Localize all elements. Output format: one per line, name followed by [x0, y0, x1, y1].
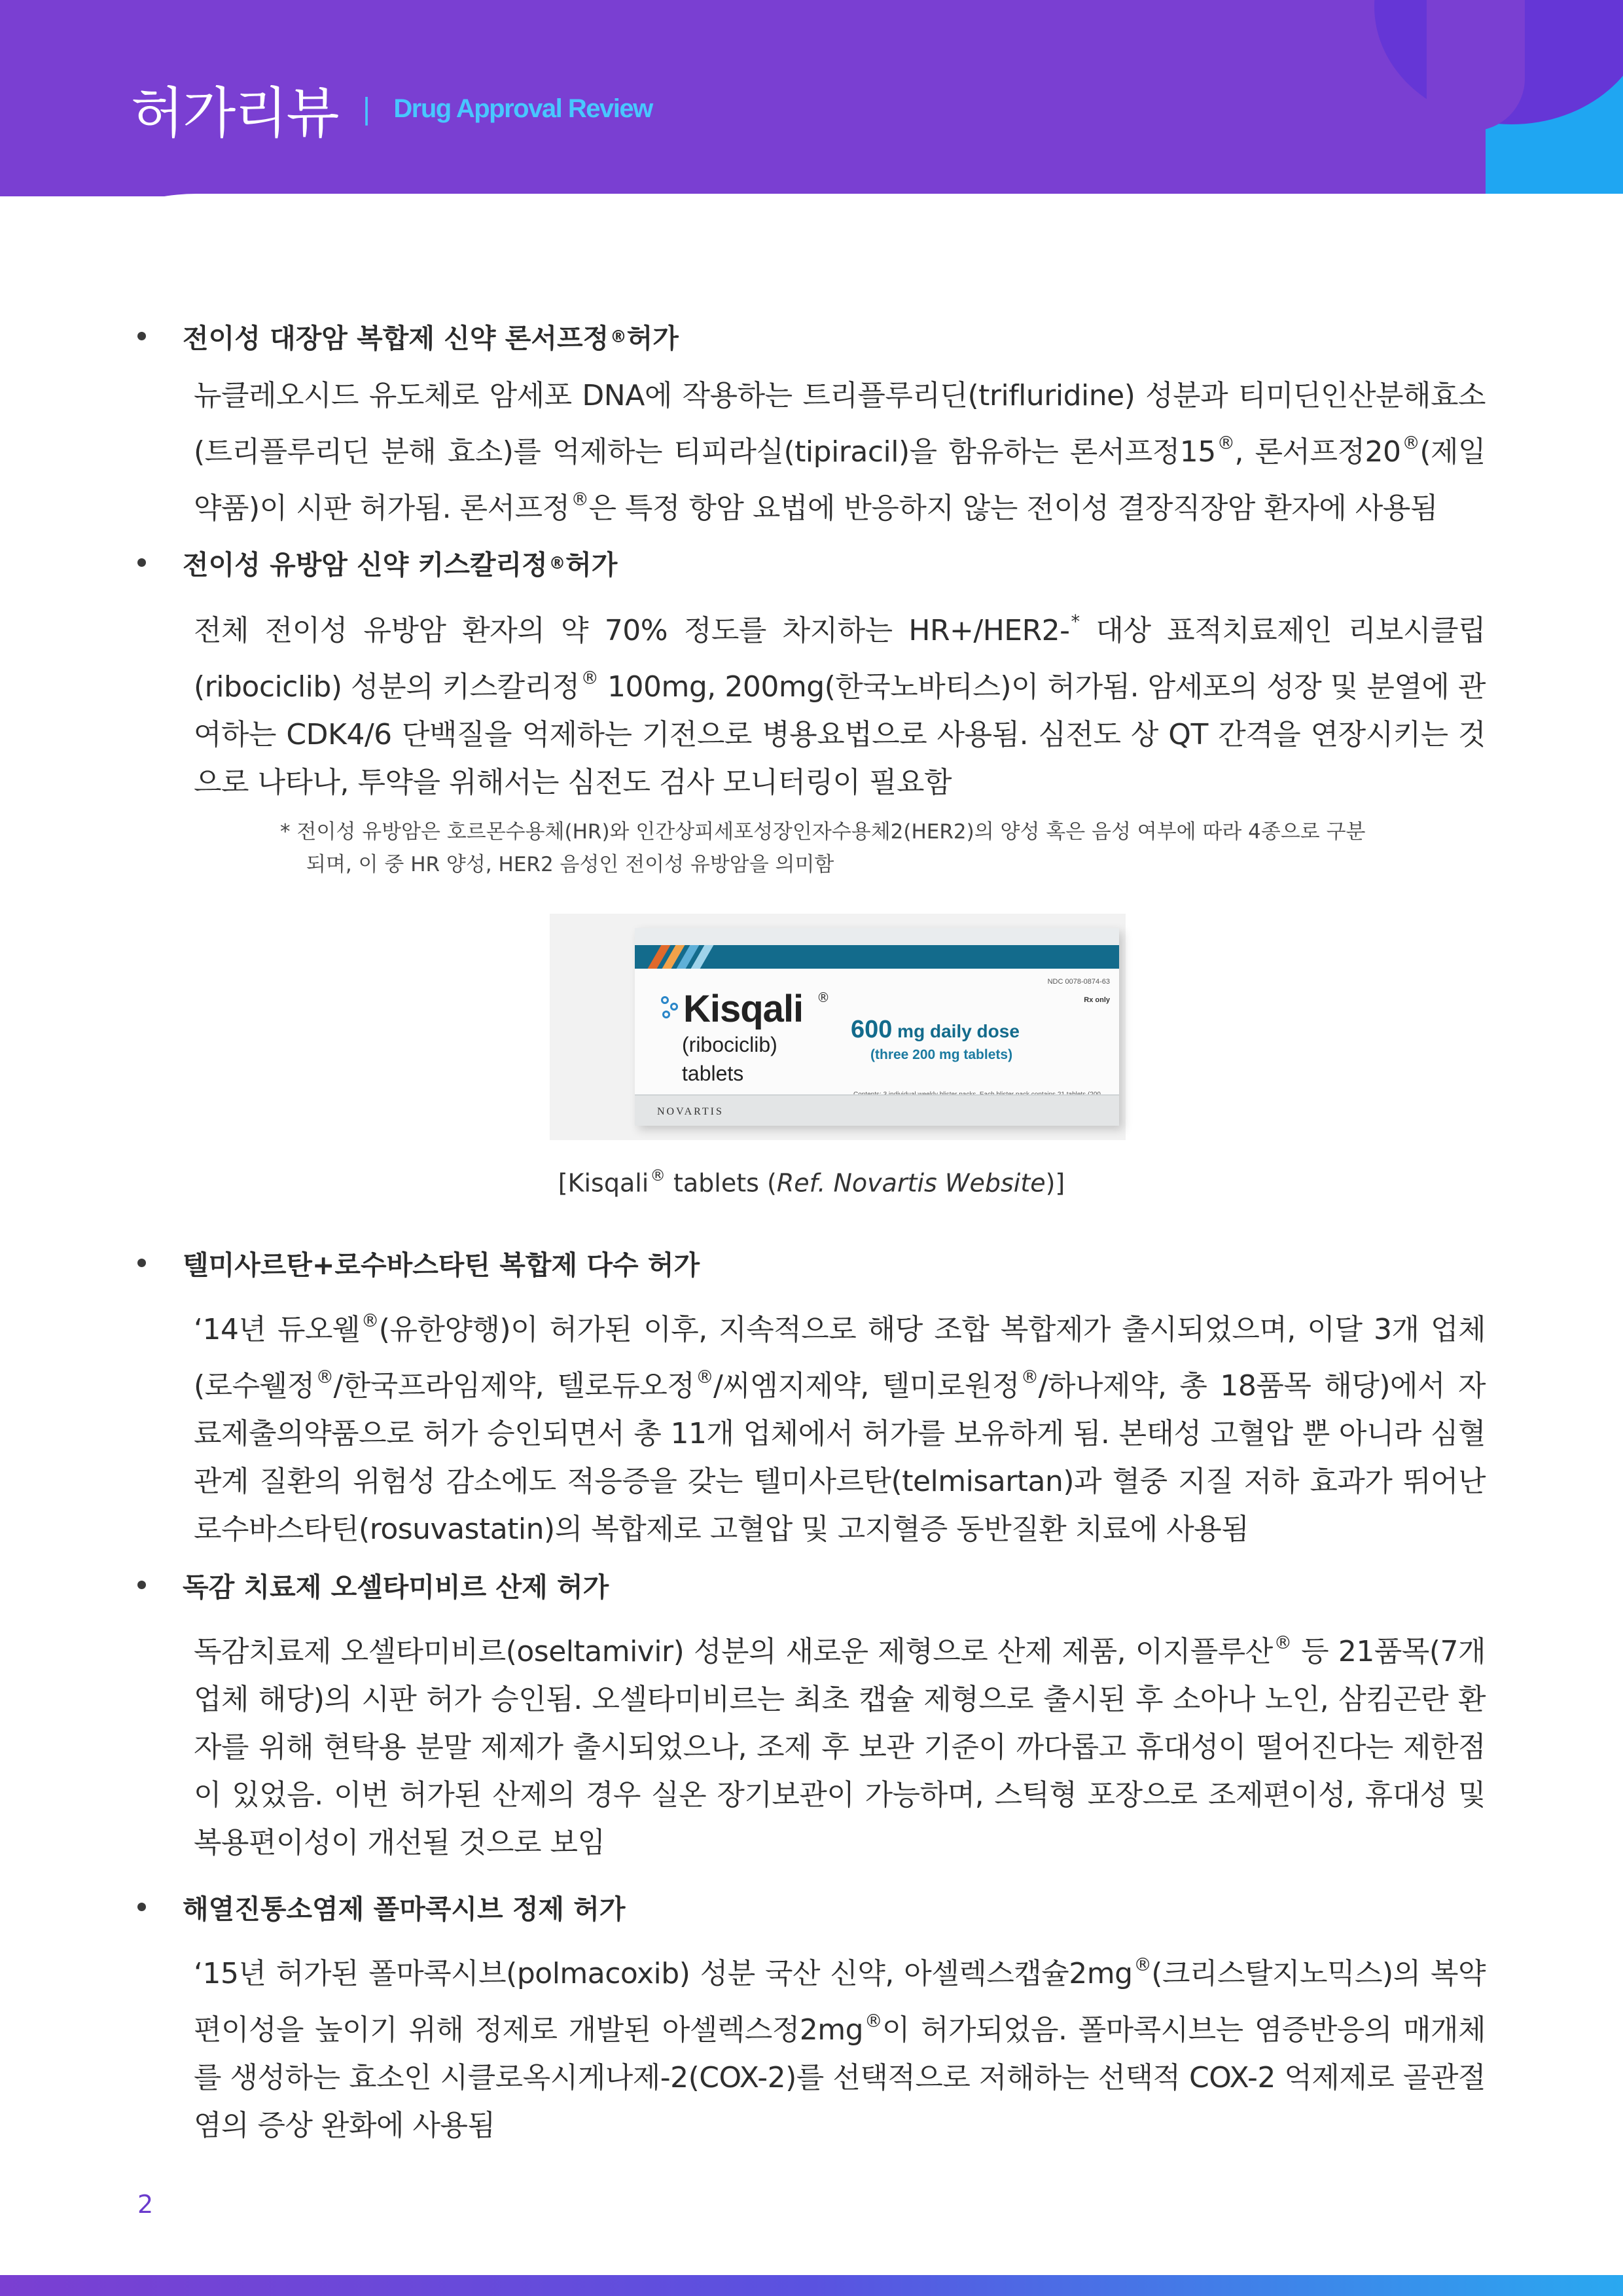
header-corner-shape	[1427, 0, 1525, 131]
section-heading-oseltamivir: 독감 치료제 오셀타미비르 산제 허가	[137, 1566, 1486, 1604]
bullet-icon	[137, 1581, 146, 1589]
product-dose: 600 mg daily dose	[851, 1016, 1020, 1043]
bullet-icon	[137, 558, 146, 567]
kisqali-logo-icon	[661, 996, 681, 1020]
product-image-kisqali	[550, 914, 1126, 1140]
bullet-icon	[137, 332, 146, 340]
section-title	[131, 76, 652, 145]
footnote	[280, 816, 1438, 881]
section-body-polmacoxib: ‘15년 허가된 폴마콕시브(polmacoxib) 성분 국산 신약, 아셀렉스캡슐2mg®(크리스탈지노믹스)의 복약편이성을 높이기 위해 정제로 개발된 아셀렉스정2mg®이 허가되었음. 폴마콕시브는 염증반응의 매개체를 생성하는 효소인 시클로옥시게나제-2(COX-2)를 선택적으로 저해하는 선택적 COX-2 억제제로 골관절염의 증상 완화에 사용됨	[194, 1955, 1486, 2143]
product-form: tablets	[682, 1062, 744, 1085]
footnote-line: 되며, 이 중 HR 양성, HER2 음성인 전이성 유방암을 의미함	[306, 853, 834, 876]
section-title-korean: 허가리뷰	[131, 81, 338, 145]
bullet-icon	[137, 1259, 146, 1267]
section-heading-telmisartan: 텔미사르탄+로수바스타틴 복합제 다수 허가	[137, 1244, 1486, 1282]
section-heading-polmacoxib: 해열진통소염제 폴마콕시브 정제 허가	[137, 1888, 1486, 1926]
product-ndc: NDC 0078-0874-63	[1047, 978, 1110, 986]
section-heading-kisqali: 전이성 유방암 신약 키스칼리정 ® 허가	[137, 543, 1486, 582]
section-body-kisqali: 전체 전이성 유방암 환자의 약 70% 정도를 차지하는 HR+/HER2-* 대상 표적치료제인 리보시클립(ribociclib) 성분의 키스칼리정® 100mg, 200mg(한국노바티스)이 허가됨. 암세포의 성장 및 분열에 관여하는 CDK4/6 단백질을 억제하는 기전으로 병용요법으로 사용됨. 심전도 상 QT 간격을 연장시키는 것으로 나타나, 투약을 위해서는 심전도 검사 모니터링이 필요함	[194, 612, 1486, 800]
section-title-english: Drug Approval Review	[393, 94, 652, 123]
section-heading-lonsurf: 전이성 대장암 복합제 신약 론서프정 ® 허가	[137, 317, 1486, 355]
product-generic: (ribociclib)	[682, 1033, 777, 1056]
product-brand: Kisqali	[683, 988, 804, 1030]
section-body-oseltamivir: 독감치료제 오셀타미비르(oseltamivir) 성분의 새로운 제형으로 산제 제품, 이지플루산® 등 21품목(7개 업체 해당)의 시판 허가 승인됨. 오셀타미비르는 최초 캡슐 제형으로 출시된 후 소아나 노인, 삼킴곤란 환자를 위해 현탁용 분말 제제가 출시되었으나, 조제 후 보관 기준이 까다롭고 휴대성이 떨어진다는 제한점이 있었음. 이번 허가된 산제의 경우 실온 장기보관이 가능하며, 스틱형 포장으로 조제편이성, 휴대성 및 복용편이성이 개선될 것으로 보임	[194, 1633, 1486, 1860]
image-caption: [Kisqali® tablets (Ref. Novartis Website)]	[558, 1166, 1065, 1198]
section-body-telmisartan: ‘14년 듀오웰®(유한양행)이 허가된 이후, 지속적으로 해당 조합 복합제가 출시되었으며, 이달 3개 업체(로수웰정®/한국프라임제약, 텔로듀오정®/씨엠지제약, 텔미로원정®/하나제약, 총 18품목 해당)에서 자료제출의약품으로 허가 승인되면서 총 11개 업체에서 허가를 보유하게 됨. 본태성 고혈압 뿐 아니라 심혈관계 질환의 위험성 감소에도 적응증을 갖는 텔미사르탄(telmisartan)과 혈중 지질 저하 효과가 뛰어난 로수바스타틴(rosuvastatin)의 복합제로 고혈압 및 고지혈증 동반질환 치료에 사용됨	[194, 1311, 1486, 1547]
product-rx-only: Rx only	[1084, 996, 1110, 1004]
title-separator: |	[361, 92, 372, 126]
product-box: NDC 0078-0874-63 Rx only Kisqali ® (ribociclib) tablets 600 mg daily dose (three 200 mg tablets) NOVARTIS	[635, 928, 1119, 1126]
bullet-icon	[137, 1903, 146, 1911]
footer-bar	[0, 2275, 1623, 2296]
footnote-line: * 전이성 유방암은 호르몬수용체(HR)와 인간상피세포성장인자수용체2(HER2)의 양성 혹은 음성 여부에 따라 4종으로 구분	[280, 820, 1366, 844]
product-dose-detail: (three 200 mg tablets)	[870, 1047, 1013, 1062]
page-number: 2	[137, 2190, 154, 2219]
section-body-lonsurf: 뉴클레오시드 유도체로 암세포 DNA에 작용하는 트리플루리딘(trifluridine) 성분과 티미딘인산분해효소(트리플루리딘 분해 효소)를 억제하는 티피라실(tipiracil)을 함유하는 론서프정15®, 론서프정20®(제일약품)이 시판 허가됨. 론서프정®은 특정 항암 요법에 반응하지 않는 전이성 결장직장암 환자에 사용됨	[194, 379, 1486, 526]
manufacturer-logo: NOVARTIS	[657, 1106, 724, 1117]
